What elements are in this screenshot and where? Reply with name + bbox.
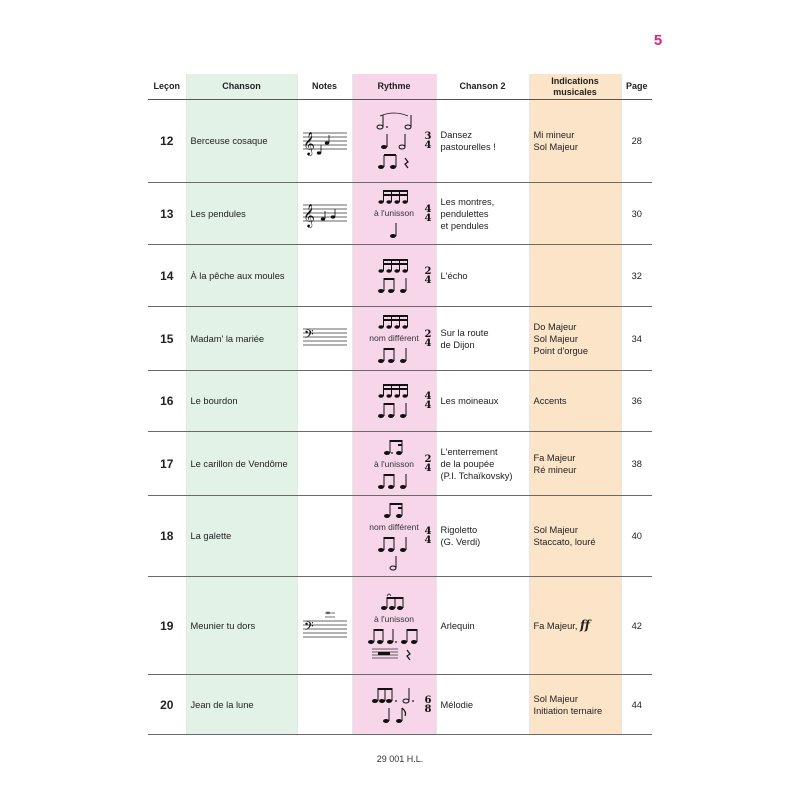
time-sig-top: 2 — [424, 453, 432, 465]
lecon-number: 17 — [148, 432, 186, 496]
treble-staff-notes-icon — [301, 124, 349, 156]
chanson2-cell — [436, 183, 529, 245]
dotted-quarter-eighths-icon — [366, 627, 422, 645]
time-sig-top: 6 — [424, 694, 432, 706]
triplet-dotted-half-icon — [370, 686, 418, 704]
lecon-number: 18 — [148, 496, 186, 577]
chanson-title: La galette — [186, 496, 297, 577]
svg-text:𝄢: 𝄢 — [303, 327, 314, 345]
table-row — [148, 307, 652, 371]
header-rythme: Rythme — [352, 74, 436, 100]
eighths-quarter-icon — [376, 276, 412, 294]
indication-line: Sol Majeur — [533, 333, 578, 344]
chanson2-line: (G. Verdi) — [440, 537, 481, 547]
indications-cell — [529, 245, 621, 307]
sixteenth-notes-group-icon — [376, 383, 412, 399]
rythme-cell — [352, 675, 436, 735]
time-sig-bottom: 4 — [424, 212, 432, 224]
time-sig-top: 4 — [424, 203, 432, 215]
time-signature — [425, 392, 432, 410]
table-row — [148, 371, 652, 432]
time-sig-top: 2 — [424, 265, 432, 277]
page-ref: 40 — [621, 496, 652, 577]
chanson-title: Les pendules — [186, 183, 297, 245]
header-notes: Notes — [297, 74, 352, 100]
rythme-cell — [352, 577, 436, 675]
eighths-rest-icon — [374, 152, 414, 170]
indication-line: Ré mineur — [533, 464, 577, 475]
time-signature — [425, 527, 432, 545]
time-sig-bottom: 4 — [424, 337, 432, 349]
quarter-note-icon — [388, 221, 400, 239]
eighths-quarter-icon — [376, 535, 412, 553]
chanson2-line: L'écho — [440, 270, 468, 281]
dotted-eighth-sixteenth-icon — [382, 438, 406, 456]
header-chanson2: Chanson 2 — [436, 74, 529, 100]
page-ref: 42 — [621, 577, 652, 675]
page-ref: 36 — [621, 371, 652, 432]
table-row — [148, 577, 652, 675]
chanson2-line: Rigoletto — [440, 525, 478, 535]
rythme-cell — [352, 307, 436, 371]
chanson2-cell — [436, 307, 529, 371]
page-number: 5 — [653, 32, 663, 49]
header-indications-line2: musicales — [553, 86, 597, 97]
chanson-title: À la pêche aux moules — [186, 245, 297, 307]
chanson2-line: Arlequin — [440, 620, 475, 631]
indication-text: Fa Majeur, — [533, 621, 578, 631]
chanson2-cell — [436, 432, 529, 496]
notes-cell — [297, 432, 352, 496]
page-ref: 44 — [621, 675, 652, 735]
footer-code: 29 001 H.L. — [376, 754, 424, 764]
chanson2-cell — [436, 100, 529, 183]
indication-line: Sol Majeur — [533, 693, 578, 704]
chanson-title: Berceuse cosaque — [186, 100, 297, 183]
indication-line: Sol Majeur — [533, 525, 578, 535]
time-signature — [425, 132, 432, 150]
header-indications-line1: Indications — [551, 75, 599, 86]
chanson2-line: et pendules — [440, 220, 489, 231]
indication-line: Staccato, louré — [533, 537, 596, 547]
chanson2-line: Les montres, — [440, 196, 495, 207]
eighths-quarter-icon — [376, 346, 412, 364]
table-row — [148, 245, 652, 307]
eighth-sixteenth-pair-icon — [382, 501, 406, 519]
indications-cell — [529, 183, 621, 245]
indications-cell — [529, 675, 621, 735]
chanson2-line: (P.I. Tchaïkovsky) — [440, 470, 513, 481]
indication-line: Point d'orgue — [533, 345, 588, 356]
notes-cell — [297, 245, 352, 307]
header-lecon: Leçon — [148, 74, 186, 100]
eighths-quarter-icon — [376, 401, 412, 419]
notes-cell — [297, 183, 352, 245]
indication-line — [534, 619, 621, 632]
header-chanson: Chanson — [186, 74, 297, 100]
svg-text:𝄞: 𝄞 — [302, 130, 315, 155]
time-sig-bottom: 4 — [424, 535, 432, 546]
notes-cell — [297, 307, 352, 371]
indication-line: Mi mineur — [533, 130, 575, 140]
indications-cell — [529, 371, 621, 432]
page-ref: 38 — [621, 432, 652, 496]
staff-rest-icon — [370, 647, 418, 661]
table-row — [148, 100, 652, 183]
time-sig-bottom: 4 — [424, 462, 432, 474]
page-ref: 30 — [621, 183, 652, 245]
table-row — [148, 432, 652, 496]
indication-line: Initiation ternaire — [533, 705, 603, 716]
header-page: Page — [621, 74, 652, 100]
chanson2-cell — [436, 245, 529, 307]
lecon-number: 16 — [148, 371, 186, 432]
bass-staff-note-icon — [301, 609, 349, 639]
indication-line: Sol Majeur — [533, 142, 578, 152]
lecon-number: 14 — [148, 245, 186, 307]
table-row — [148, 496, 652, 577]
rythme-label: à l'unisson — [374, 458, 414, 469]
chanson2-line: L'enterrement — [440, 446, 498, 457]
sixteenth-notes-group-icon — [376, 189, 412, 205]
time-sig-top: 2 — [424, 328, 432, 340]
rythme-label: à l'unisson — [374, 207, 414, 218]
chanson2-cell — [436, 675, 529, 735]
time-signature — [425, 455, 432, 473]
eighths-quarter-icon — [376, 472, 412, 490]
indications-cell — [529, 100, 621, 183]
lecon-number: 20 — [148, 675, 186, 735]
time-sig-bottom: 4 — [424, 140, 432, 151]
notes-cell — [297, 496, 352, 577]
half-notes-tied-icon — [372, 112, 416, 130]
notes-cell — [297, 675, 352, 735]
chanson2-line: de Dijon — [440, 339, 475, 350]
triplet-eighths-icon — [379, 591, 409, 611]
chanson2-cell — [436, 371, 529, 432]
rythme-cell — [352, 496, 436, 577]
time-sig-bottom: 8 — [424, 703, 432, 715]
svg-text:𝄢: 𝄢 — [303, 619, 314, 637]
lecon-number: 13 — [148, 183, 186, 245]
fortissimo-dynamic: ff — [580, 618, 590, 632]
chanson2-line: pendulettes — [440, 208, 489, 219]
time-signature — [425, 205, 432, 223]
chanson2-line: Dansez — [440, 130, 473, 140]
notes-cell — [297, 577, 352, 675]
page-ref: 34 — [621, 307, 652, 371]
table-row — [148, 183, 652, 245]
sixteenth-notes-group-icon — [376, 258, 412, 274]
chanson2-line: Les moineaux — [440, 396, 499, 406]
notes-cell — [297, 100, 352, 183]
rythme-label: nom différent — [369, 522, 419, 532]
lecon-number: 19 — [148, 577, 186, 675]
rythme-label: nom différent — [369, 332, 419, 343]
rythme-cell — [352, 100, 436, 183]
chanson2-cell — [436, 496, 529, 577]
rythme-cell — [352, 245, 436, 307]
chanson2-cell — [436, 577, 529, 675]
treble-staff-notes-icon — [301, 196, 349, 228]
table-header-row — [148, 74, 652, 100]
svg-text:𝄞: 𝄞 — [302, 203, 315, 227]
table-row — [148, 675, 652, 735]
chanson-title: Le carillon de Vendôme — [186, 432, 297, 496]
time-signature — [425, 267, 432, 285]
rythme-cell — [352, 432, 436, 496]
notes-cell — [297, 371, 352, 432]
indication-line: Do Majeur — [533, 321, 577, 332]
page-ref: 32 — [621, 245, 652, 307]
indications-cell — [529, 496, 621, 577]
lecon-number: 15 — [148, 307, 186, 371]
indications-cell — [529, 577, 621, 675]
indications-cell — [529, 307, 621, 371]
chanson2-line: Mélodie — [440, 699, 474, 710]
chanson2-line: Sur la route — [440, 327, 489, 338]
rythme-cell — [352, 183, 436, 245]
chanson2-line: pastourelles ! — [440, 142, 496, 152]
svg-text:*: * — [325, 610, 330, 619]
chanson-title: Meunier tu dors — [186, 577, 297, 675]
quarter-half-notes-icon — [374, 132, 414, 150]
chanson-title: Madam' la mariée — [186, 307, 297, 371]
page-ref: 28 — [621, 100, 652, 183]
rythme-cell — [352, 371, 436, 432]
quarter-eighth-icon — [379, 706, 409, 724]
indication-line: Accents — [533, 396, 567, 406]
chanson-title: Jean de la lune — [186, 675, 297, 735]
header-indications — [529, 74, 621, 100]
chanson-title: Le bourdon — [186, 371, 297, 432]
time-sig-top: 4 — [424, 526, 432, 537]
chanson2-line: de la poupée — [440, 458, 495, 469]
half-note-icon — [388, 555, 400, 571]
indication-line: Fa Majeur — [533, 452, 576, 463]
lecon-number: 12 — [148, 100, 186, 183]
time-signature — [425, 330, 432, 348]
bass-staff-icon — [301, 327, 349, 347]
time-sig-top: 4 — [424, 391, 432, 402]
time-sig-bottom: 4 — [424, 274, 432, 286]
rythme-label: à l'unisson — [374, 613, 414, 624]
time-sig-top: 3 — [424, 131, 432, 142]
time-signature — [425, 696, 432, 714]
lessons-table — [148, 74, 652, 735]
time-sig-bottom: 4 — [424, 400, 432, 411]
indications-cell — [529, 432, 621, 496]
sixteenth-notes-group-icon — [376, 314, 412, 330]
